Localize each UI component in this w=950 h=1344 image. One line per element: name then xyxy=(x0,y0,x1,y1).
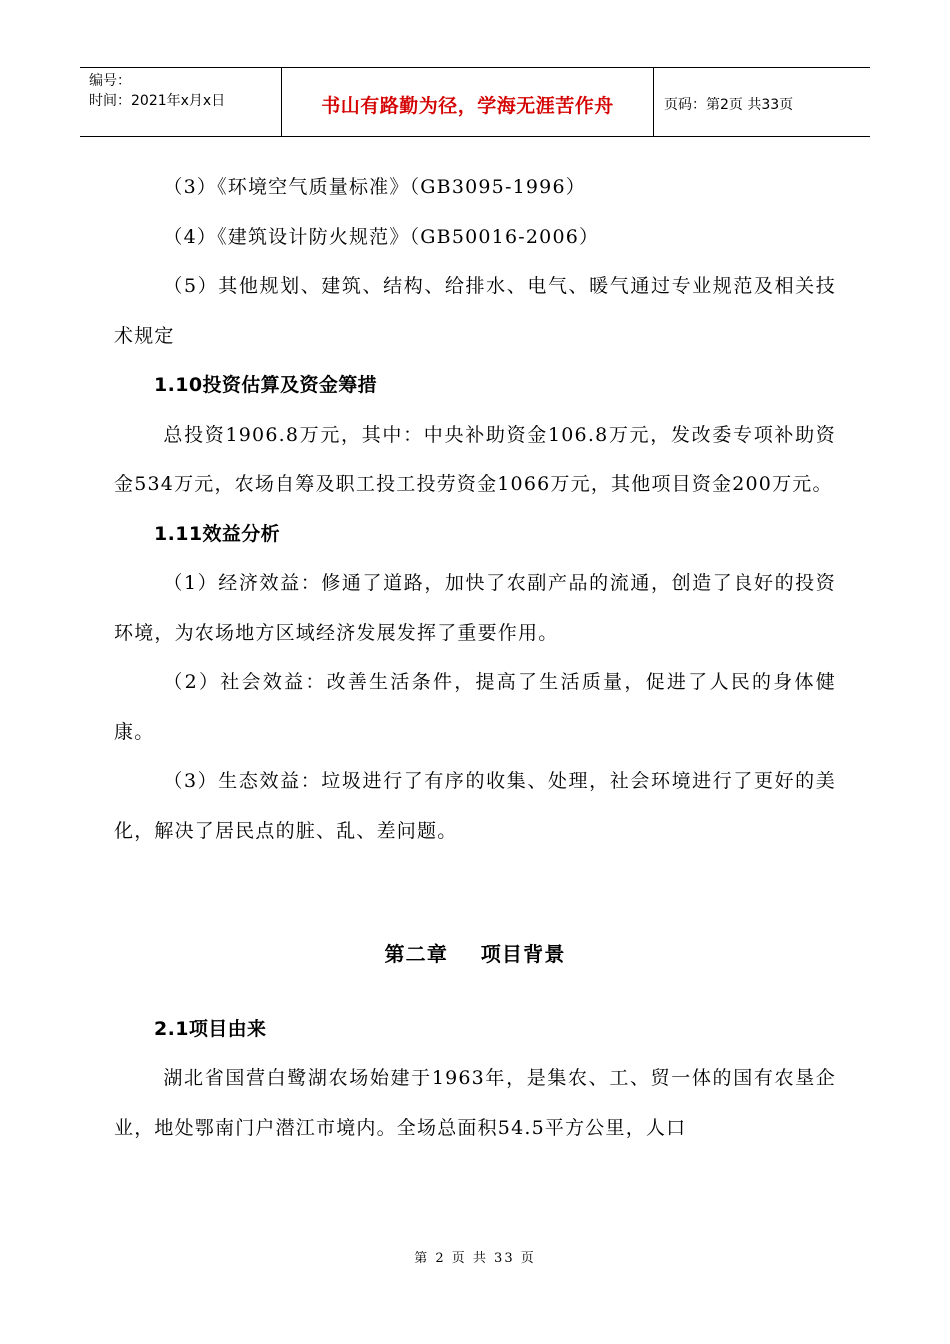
paragraph-std-air: （3）《环境空气质量标准》（GB3095-1996） xyxy=(163,176,586,198)
header-page-info: 页码：第2页 共33页 xyxy=(664,97,794,113)
paragraph-project-origin: 湖北省国营白鹭湖农场始建于1963年，是集农、工、贸一体的国有农垦企业，地处鄂南门户潜江市境内。全场总面积54.5平方公里，人口 xyxy=(114,1067,836,1139)
number-label: 编号： xyxy=(89,73,131,89)
paragraph-social-benefit: （2）社会效益：改善生活条件，提高了生活质量，促进了人民的身体健康。 xyxy=(114,671,836,743)
paragraph-std-other: （5）其他规划、建筑、结构、给排水、电气、暖气通过专业规范及相关技术规定 xyxy=(114,275,836,347)
paragraph-std-fire: （4）《建筑设计防火规范》（GB50016-2006） xyxy=(163,225,600,248)
section-heading-1-11: 1.11效益分析 xyxy=(154,522,281,545)
section-heading-1-10: 1.10投资估算及资金筹措 xyxy=(154,374,378,396)
document-body xyxy=(114,163,836,1153)
chapter-title: 第二章 项目背景 xyxy=(384,942,566,966)
section-heading-2-1: 2.1项目由来 xyxy=(154,1017,267,1040)
time-label: 时间：2021年x月x日 xyxy=(89,93,226,109)
paragraph-investment: 总投资1906.8万元，其中：中央补助资金106.8万元，发改委专项补助资金534万元，农场自筹及职工投工投劳资金1066万元，其他项目资金200万元。 xyxy=(114,423,836,495)
paragraph-ecological-benefit: （3）生态效益：垃圾进行了有序的收集、处理，社会环境进行了更好的美化，解决了居民点的脏、乱、差问题。 xyxy=(114,770,836,842)
header-table xyxy=(80,67,870,137)
page-footer: 第 2 页 共 33 页 xyxy=(414,1251,536,1266)
paragraph-economic-benefit: （1）经济效益：修通了道路，加快了农副产品的流通，创造了良好的投资环境，为农场地方区域经济发展发挥了重要作用。 xyxy=(114,572,836,644)
header-motto: 书山有路勤为径，学海无涯苦作舟 xyxy=(282,68,654,136)
header-meta-cell xyxy=(80,68,282,136)
